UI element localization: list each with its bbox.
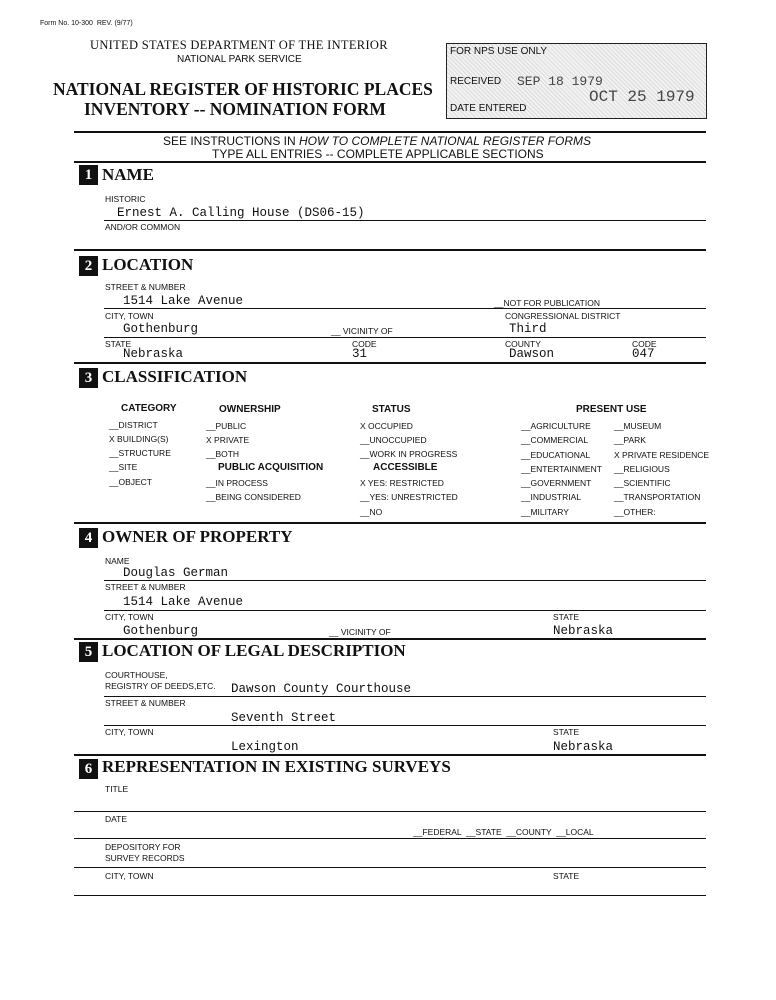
ownership-both: __BOTH [206, 449, 240, 459]
common-label: AND/OR COMMON [105, 222, 181, 232]
survey-level-options: __FEDERAL __STATE __COUNTY __LOCAL [413, 827, 594, 837]
courthouse-value: Dawson County Courthouse [231, 682, 412, 696]
rule [104, 308, 706, 309]
rule [74, 362, 706, 364]
rule [74, 867, 706, 868]
acquisition-in-process: __IN PROCESS [206, 478, 268, 488]
owner-vicinity-label: __ VICINITY OF [329, 627, 391, 637]
use-industrial: __INDUSTRIAL [521, 492, 581, 502]
status-unoccupied: __UNOCCUPIED [360, 435, 427, 445]
section-4-number: 4 [79, 528, 98, 548]
use-park: __PARK [614, 435, 646, 445]
section-6-title: REPRESENTATION IN EXISTING SURVEYS [102, 757, 451, 776]
date-entered-label: DATE ENTERED [450, 103, 527, 114]
ownership-private: X PRIVATE [206, 435, 250, 445]
ownership-public: __PUBLIC [206, 421, 247, 431]
legal-state-label: STATE [553, 727, 580, 737]
street-label: STREET & NUMBER [105, 282, 186, 292]
form-title-line2: INVENTORY -- NOMINATION FORM [84, 99, 386, 119]
accessible-unrestricted: __YES: UNRESTRICTED [360, 492, 458, 502]
owner-state-label: STATE [553, 612, 580, 622]
category-object: __OBJECT [109, 477, 152, 487]
nps-use-box [446, 43, 707, 119]
category-heading: CATEGORY [121, 403, 177, 414]
rule [104, 580, 706, 581]
not-for-publication-label: __NOT FOR PUBLICATION [494, 298, 600, 308]
legal-street-label: STREET & NUMBER [105, 698, 186, 708]
accessible-restricted: X YES: RESTRICTED [360, 478, 444, 488]
status-work-in-progress: __WORK IN PROGRESS [360, 449, 458, 459]
owner-street-label: STREET & NUMBER [105, 582, 186, 592]
use-agriculture: __AGRICULTURE [521, 421, 591, 431]
owner-state-value: Nebraska [553, 624, 614, 638]
entered-stamp: OCT 25 1979 [589, 88, 695, 106]
street-value: 1514 Lake Avenue [123, 294, 244, 308]
section-1-title: NAME [102, 165, 154, 184]
section-5-number: 5 [79, 642, 98, 662]
section-4-title: OWNER OF PROPERTY [102, 527, 293, 546]
nps-use-label: FOR NPS USE ONLY [450, 46, 548, 57]
vicinity-label: __ VICINITY OF [331, 326, 393, 336]
form-title-line1: NATIONAL REGISTER OF HISTORIC PLACES [53, 79, 433, 99]
congressional-district-value: Third [509, 322, 547, 336]
rule [74, 522, 706, 524]
legal-street-value: Seventh Street [231, 711, 337, 725]
depository-label-1: DEPOSITORY FOR [105, 842, 181, 852]
received-label: RECEIVED [450, 76, 502, 87]
city-label: CITY, TOWN [105, 311, 154, 321]
section-2-number: 2 [79, 256, 98, 276]
survey-city-label: CITY, TOWN [105, 871, 154, 881]
legal-state-value: Nebraska [553, 740, 614, 754]
survey-date-label: DATE [105, 814, 128, 824]
section-1-number: 1 [79, 165, 98, 185]
use-military: __MILITARY [521, 507, 569, 517]
registry-label: REGISTRY OF DEEDS,ETC. [105, 681, 216, 691]
city-value: Gothenburg [123, 322, 199, 336]
section-2-title: LOCATION [102, 255, 194, 274]
section-3-title: CLASSIFICATION [102, 367, 248, 386]
rule [74, 895, 706, 896]
rule [104, 220, 706, 221]
rule [74, 754, 706, 756]
rule [74, 811, 706, 812]
use-transportation: __TRANSPORTATION [614, 492, 701, 502]
congressional-district-label: CONGRESSIONAL DISTRICT [505, 311, 621, 321]
instructions-line2: TYPE ALL ENTRIES -- COMPLETE APPLICABLE SECTIONS [212, 147, 544, 161]
present-use-heading: PRESENT USE [576, 404, 647, 415]
rule [74, 249, 706, 251]
category-district: __DISTRICT [109, 420, 158, 430]
use-private-residence: X PRIVATE RESIDENCE [614, 450, 710, 460]
use-other: __OTHER: [614, 507, 656, 517]
survey-title-label: TITLE [105, 784, 129, 794]
owner-street-value: 1514 Lake Avenue [123, 595, 244, 609]
ownership-heading: OWNERSHIP [219, 404, 281, 415]
historic-label: HISTORIC [105, 194, 146, 204]
form-number: Form No. 10-300 REV. (9/77) [40, 20, 133, 27]
depository-label-2: SURVEY RECORDS [105, 853, 185, 863]
category-buildings: X BUILDING(S) [109, 434, 169, 444]
agency: NATIONAL PARK SERVICE [177, 54, 302, 65]
acquisition-heading: PUBLIC ACQUISITION [218, 462, 324, 473]
owner-city-value: Gothenburg [123, 624, 199, 638]
accessible-heading: ACCESSIBLE [373, 462, 438, 473]
county-code-value: 047 [632, 347, 655, 361]
rule [104, 337, 706, 338]
legal-city-label: CITY, TOWN [105, 727, 154, 737]
county-value: Dawson [509, 347, 555, 361]
department: UNITED STATES DEPARTMENT OF THE INTERIOR [90, 38, 388, 52]
use-religious: __RELIGIOUS [614, 464, 670, 474]
category-structure: __STRUCTURE [109, 448, 171, 458]
state-value: Nebraska [123, 347, 184, 361]
code-value: 31 [352, 347, 368, 361]
category-site: __SITE [109, 462, 138, 472]
owner-name-label: NAME [105, 556, 130, 566]
use-educational: __EDUCATIONAL [521, 450, 591, 460]
code-label: CODE [352, 339, 377, 349]
acquisition-being-considered: __BEING CONSIDERED [206, 492, 301, 502]
survey-state-label: STATE [553, 871, 580, 881]
instructions-line1: SEE INSTRUCTIONS IN HOW TO COMPLETE NATIONAL REGISTER FORMS [163, 134, 592, 148]
owner-name-value: Douglas German [123, 566, 229, 580]
use-government: __GOVERNMENT [521, 478, 592, 488]
section-5-title: LOCATION OF LEGAL DESCRIPTION [102, 641, 406, 660]
county-label: COUNTY [505, 339, 541, 349]
rule [104, 696, 706, 697]
rule [104, 725, 706, 726]
use-commercial: __COMMERCIAL [521, 435, 589, 445]
use-entertainment: __ENTERTAINMENT [521, 464, 602, 474]
section-3-number: 3 [79, 368, 98, 388]
status-occupied: X OCCUPIED [360, 421, 413, 431]
rule [74, 161, 706, 163]
owner-city-label: CITY, TOWN [105, 612, 154, 622]
section-6-number: 6 [79, 759, 98, 779]
status-heading: STATUS [372, 404, 411, 415]
use-scientific: __SCIENTIFIC [614, 478, 671, 488]
county-code-label: CODE [632, 339, 657, 349]
use-museum: __MUSEUM [614, 421, 662, 431]
courthouse-label: COURTHOUSE, [105, 670, 168, 680]
historic-value: Ernest A. Calling House (DS06-15) [117, 206, 365, 220]
accessible-no: __NO [360, 507, 383, 517]
rule [74, 838, 706, 839]
rule [104, 610, 706, 611]
received-stamp: SEP 18 1979 [517, 74, 603, 89]
state-label: STATE [105, 339, 132, 349]
legal-city-value: Lexington [231, 740, 299, 754]
rule [74, 131, 706, 133]
rule [74, 638, 706, 640]
